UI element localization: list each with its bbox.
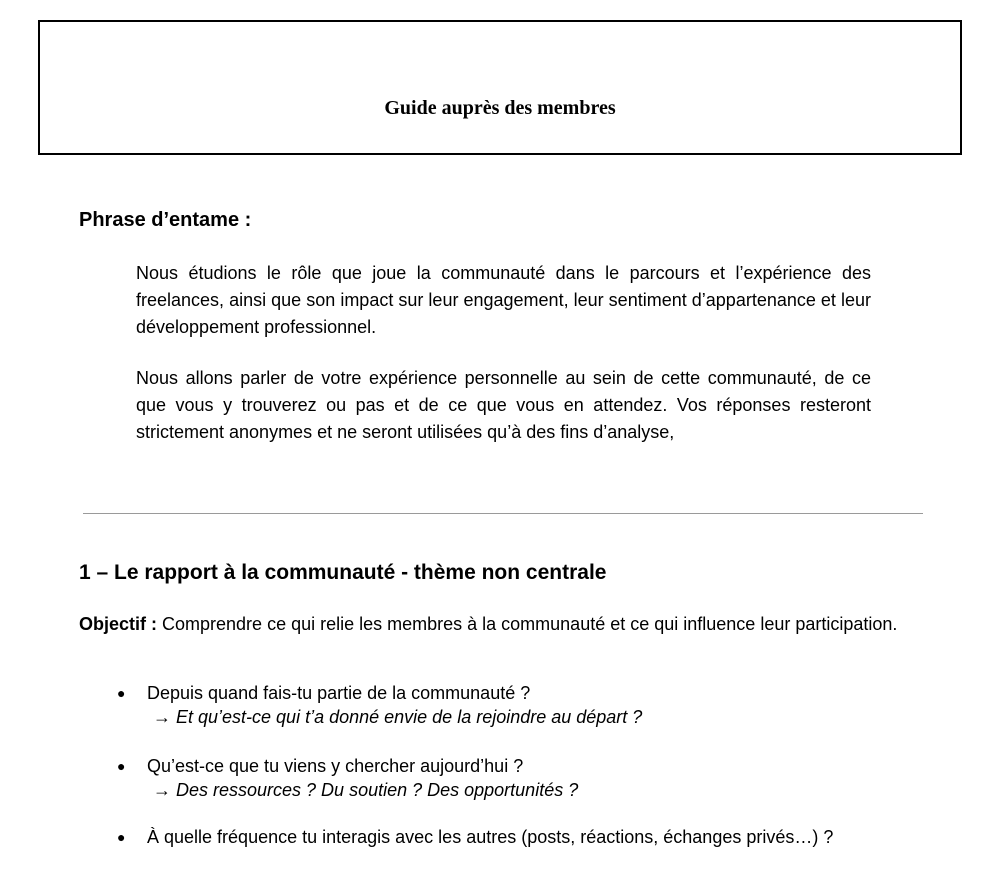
bullet-icon: ● [117,829,126,845]
document-title: Guide auprès des membres [384,97,616,119]
section-1-objective [79,612,909,636]
question-followup: → Et qu’est-ce qui t’a donné envie de la rejoindre au départ ? [153,707,643,727]
question-main: Depuis quand fais-tu partie de la communauté ? [147,683,531,703]
title-box [38,20,962,155]
question-body [147,754,927,802]
objective-text: Comprendre ce qui relie les membres à la communauté et ce qui influence leur participation. [157,614,898,634]
question-main: Qu’est-ce que tu viens y chercher aujourd’hui ? [147,756,524,776]
question-body [147,681,927,729]
question-main: À quelle fréquence tu interagis avec les autres (posts, réactions, échanges privés…) ? [147,827,834,847]
bullet-icon: ● [117,685,126,701]
intro-paragraph-2: Nous allons parler de votre expérience personnelle au sein de cette communauté, de ce que vous y trouverez ou pas et de ce que vous en attendez. Vos réponses resteront strictement anonymes et ne seront utilisées qu’à des fins d’analyse, [136,368,871,442]
question-followup: → Des ressources ? Du soutien ? Des opportunités ? [153,780,579,800]
question-body [147,825,927,849]
intro-paragraph-1: Nous étudions le rôle que joue la communauté dans le parcours et l’expérience des freelances, ainsi que son impact sur leur engagement, leur sentiment d’appartenance et leur développement professionnel. [136,263,871,337]
intro-heading: Phrase d’entame : [79,209,252,231]
bullet-icon: ● [117,758,126,774]
objective-label: Objectif : [79,614,158,634]
section-divider [83,513,923,514]
section-1-heading: 1 – Le rapport à la communauté - thème non centrale [79,561,607,584]
